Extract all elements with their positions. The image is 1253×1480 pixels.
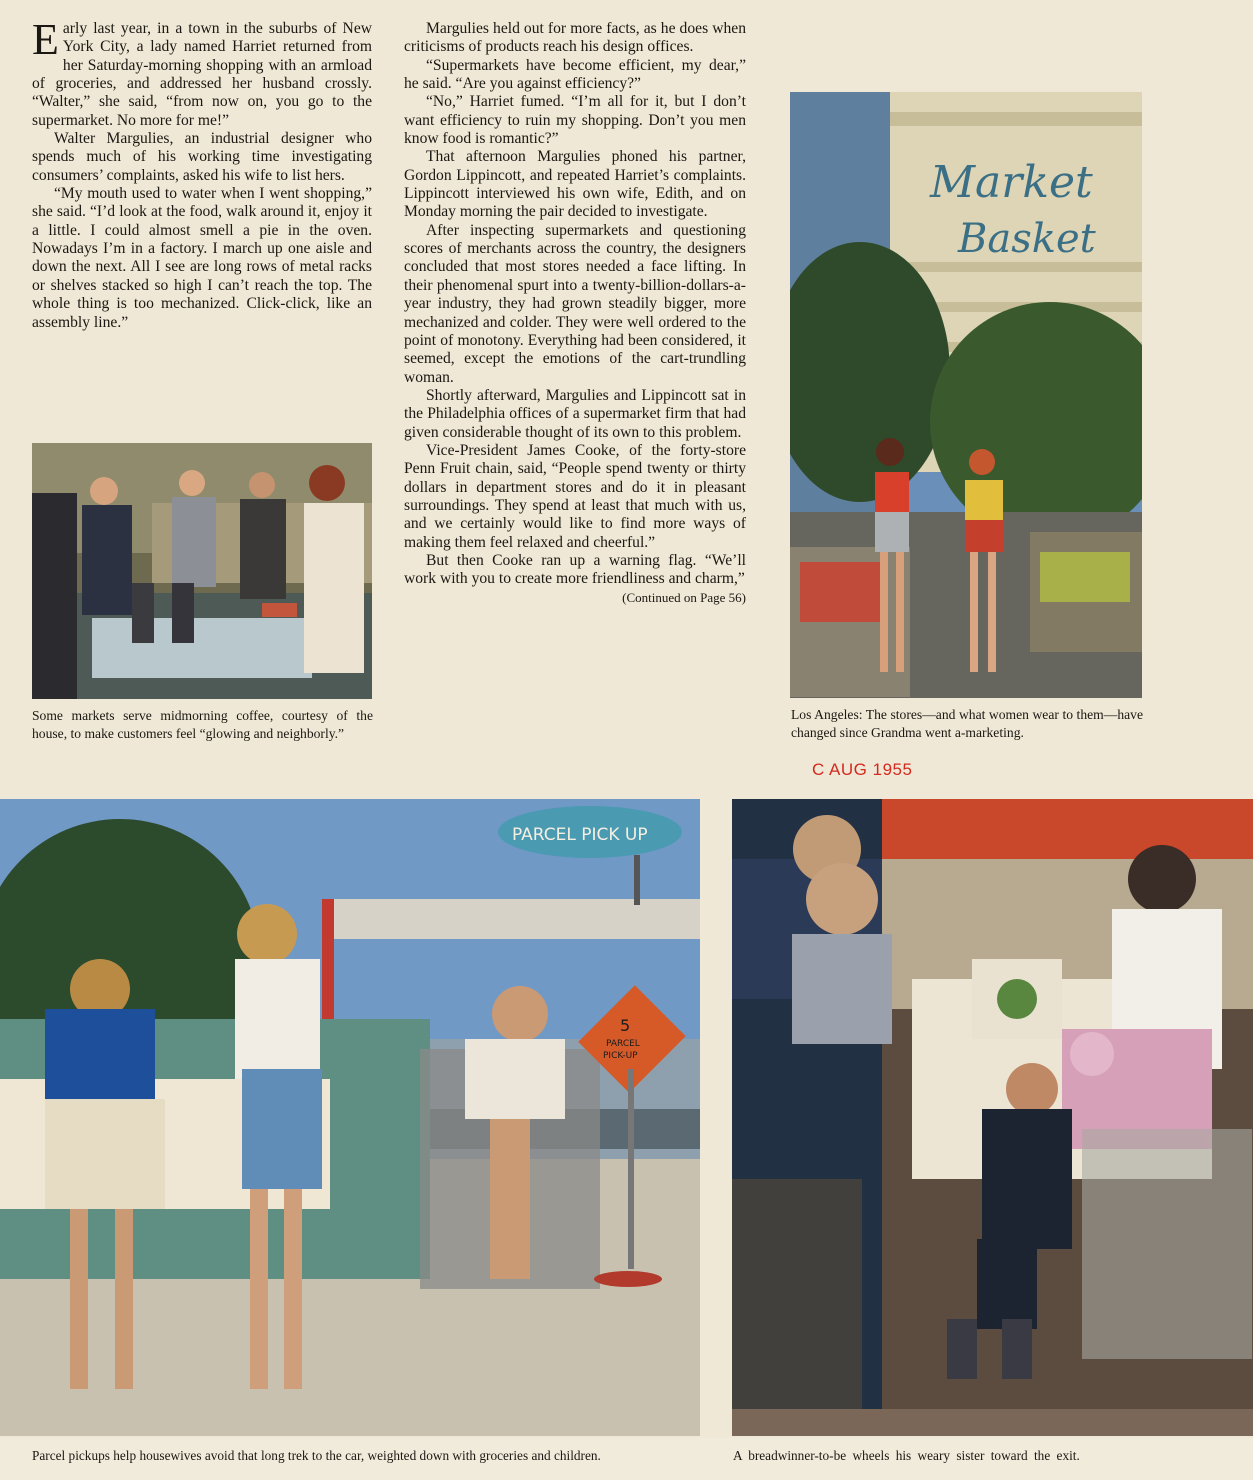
paragraph: That afternoon Margulies phoned his partner, Gordon Lippincott, and repeated Harriet’s complaints. Lippincott interviewed his own wife, Edith, and on Monday morning the pair decided to investigate. bbox=[404, 148, 746, 221]
photo-coffee-service bbox=[32, 443, 372, 699]
paragraph: Shortly afterward, Margulies and Lippincott sat in the Philadelphia offices of a supermarket firm that had given considerable thought of its own to this problem. bbox=[404, 386, 746, 441]
sign-parcel: PARCEL bbox=[606, 1039, 640, 1049]
caption-breadwinner: A breadwinner-to-be wheels his weary sister toward the exit. bbox=[733, 1448, 1080, 1463]
sign-parcel-pick-up: PARCEL PICK UP bbox=[512, 825, 648, 845]
photo-parcel-pickup bbox=[0, 799, 700, 1436]
article-column-1 bbox=[32, 15, 372, 332]
paragraph-text: But then Cooke ran up a warning flag. “We’ll work with you to create more friendliness and charm,” bbox=[404, 551, 746, 588]
paragraph: Margulies held out for more facts, as he does when criticisms of products reach his design offices. bbox=[404, 20, 746, 56]
caption-parcel-pickup: Parcel pickups help housewives avoid that long trek to the car, weighted down with groceries and children. bbox=[32, 1448, 601, 1463]
paragraph-text: arly last year, in a town in the suburbs of New York City, a lady named Harriet returned from her Saturday-morning shopping with an armload of groceries, and addressed her husband crossly. “Walter,” she said, “from now on, you go to the supermarket. No more for me!” bbox=[32, 20, 372, 129]
paragraph: Vice-President James Cooke, of the forty-store Penn Fruit chain, said, “People spend twenty or thirty dollars in department stores and do it in pleasant surroundings. They spend at least that much with us, and we certainly would like to find more ways of making them feel relaxed and cheerful.” bbox=[404, 441, 746, 551]
sign-pick-up: PICK-UP bbox=[603, 1051, 638, 1061]
paragraph: “My mouth used to water when I went shopping,” she said. “I’d look at the food, walk around it, enjoy it a little. I could almost smell a pie in the oven. Nowadays I’m in a factory. I march up one aisle and down the next. All I see are long rows of metal racks or shelves stacked so high I can’t reach the top. The whole thing is too mechanized. Click-click, like an assembly line.” bbox=[32, 185, 372, 331]
paragraph bbox=[404, 551, 746, 605]
sign-market: Market bbox=[930, 157, 1093, 208]
caption-los-angeles: Los Angeles: The stores—and what women wear to them—have changed since Grandma went a-marketing. bbox=[791, 707, 1143, 740]
paragraph: After inspecting supermarkets and questioning scores of merchants across the country, the designers concluded that most stores needed a face lifting. In their phenomenal spurt into a twenty-billion-dollars-a-year industry, they had grown steadily bigger, more mechanized and colder. They were well ordered to the point of monotony. Everything had been considered, it seemed, except the emotions of the cart-trundling woman. bbox=[404, 221, 746, 386]
paragraph: Walter Margulies, an industrial designer who spends much of his working time investigating consumers’ complaints, asked his wife to list hers. bbox=[32, 130, 372, 184]
sign-5: 5 bbox=[620, 1016, 631, 1035]
paragraph: “Supermarkets have become efficient, my dear,” he said. “Are you against efficiency?” bbox=[404, 56, 746, 93]
continued-note: (Continued on Page 56) bbox=[622, 589, 746, 605]
photo-breadwinner bbox=[732, 799, 1253, 1436]
photo-los-angeles bbox=[790, 92, 1142, 698]
paragraph: “No,” Harriet fumed. “I’m all for it, but I don’t want efficiency to ruin my shopping. Don’t you men know food is romantic?” bbox=[404, 93, 746, 148]
article-column-2 bbox=[404, 20, 746, 607]
caption-coffee: Some markets serve midmorning coffee, courtesy of the house, to make customers feel “glowing and neighborly.” bbox=[32, 708, 373, 741]
sign-basket: Basket bbox=[958, 216, 1096, 262]
date-stamp: C AUG 1955 bbox=[812, 760, 913, 779]
drop-cap: E bbox=[32, 15, 59, 64]
paragraph bbox=[32, 15, 372, 130]
